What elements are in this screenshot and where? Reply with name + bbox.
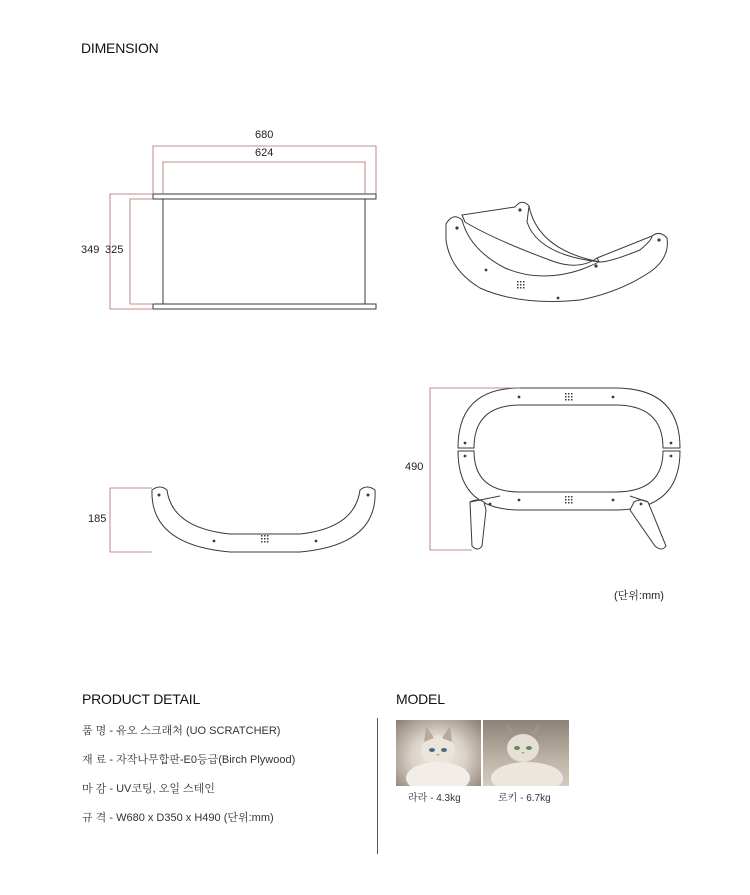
cat-photo-lala xyxy=(396,720,481,786)
dimension-heading: DIMENSION xyxy=(81,40,159,56)
dim-label-outer-height: 349 xyxy=(81,244,100,256)
unit-note: (단위:mm) xyxy=(614,590,664,602)
front-view-drawing xyxy=(153,194,376,309)
detail-row-finish: 마 감 - UV코팅, 오일 스테인 xyxy=(82,783,215,795)
dim-line-inner-width xyxy=(163,162,365,194)
assembled-view-drawing xyxy=(458,388,680,549)
detail-row-material: 재 료 - 자작나무합판-E0등급(Birch Plywood) xyxy=(82,754,296,766)
cat-caption-lala: 라라 - 4.3kg xyxy=(408,793,461,804)
capsule-bottom-vent-holes xyxy=(565,496,573,504)
assembled-right-leg xyxy=(630,500,666,549)
section-divider xyxy=(377,718,378,854)
front-bottom-board xyxy=(153,304,376,309)
cat-loki-illustration xyxy=(483,720,569,786)
product-detail-heading: PRODUCT DETAIL xyxy=(82,691,201,707)
dim-label-side-height: 185 xyxy=(88,513,107,525)
dim-label-inner-width: 624 xyxy=(255,147,274,159)
front-dimension-lines xyxy=(110,146,376,309)
cat-lala-illustration xyxy=(396,720,481,786)
cat-photo-loki xyxy=(483,720,569,786)
side-curved-frame xyxy=(152,487,375,552)
detail-row-size: 규 격 - W680 x D350 x H490 (단위:mm) xyxy=(82,812,274,824)
detail-row-name: 품 명 - 유오 스크래처 (UO SCRATCHER) xyxy=(82,725,281,737)
dim-label-outer-width: 680 xyxy=(255,129,274,141)
front-top-board xyxy=(153,194,376,199)
dim-label-assembled-height: 490 xyxy=(405,461,424,473)
assembled-left-leg xyxy=(470,500,486,549)
dim-line-inner-height xyxy=(130,199,153,304)
iso-vent-holes xyxy=(517,281,525,289)
isometric-view-drawing xyxy=(446,202,667,301)
cat-caption-loki: 로키 - 6.7kg xyxy=(498,793,551,804)
dim-label-inner-height: 325 xyxy=(105,244,124,256)
model-heading: MODEL xyxy=(396,691,445,707)
side-view-drawing xyxy=(152,487,375,552)
iso-rear-frame-curve xyxy=(529,206,600,262)
dim-line-side-height xyxy=(110,488,152,552)
capsule-top-vent-holes xyxy=(565,393,573,401)
side-vent-holes xyxy=(261,535,269,543)
